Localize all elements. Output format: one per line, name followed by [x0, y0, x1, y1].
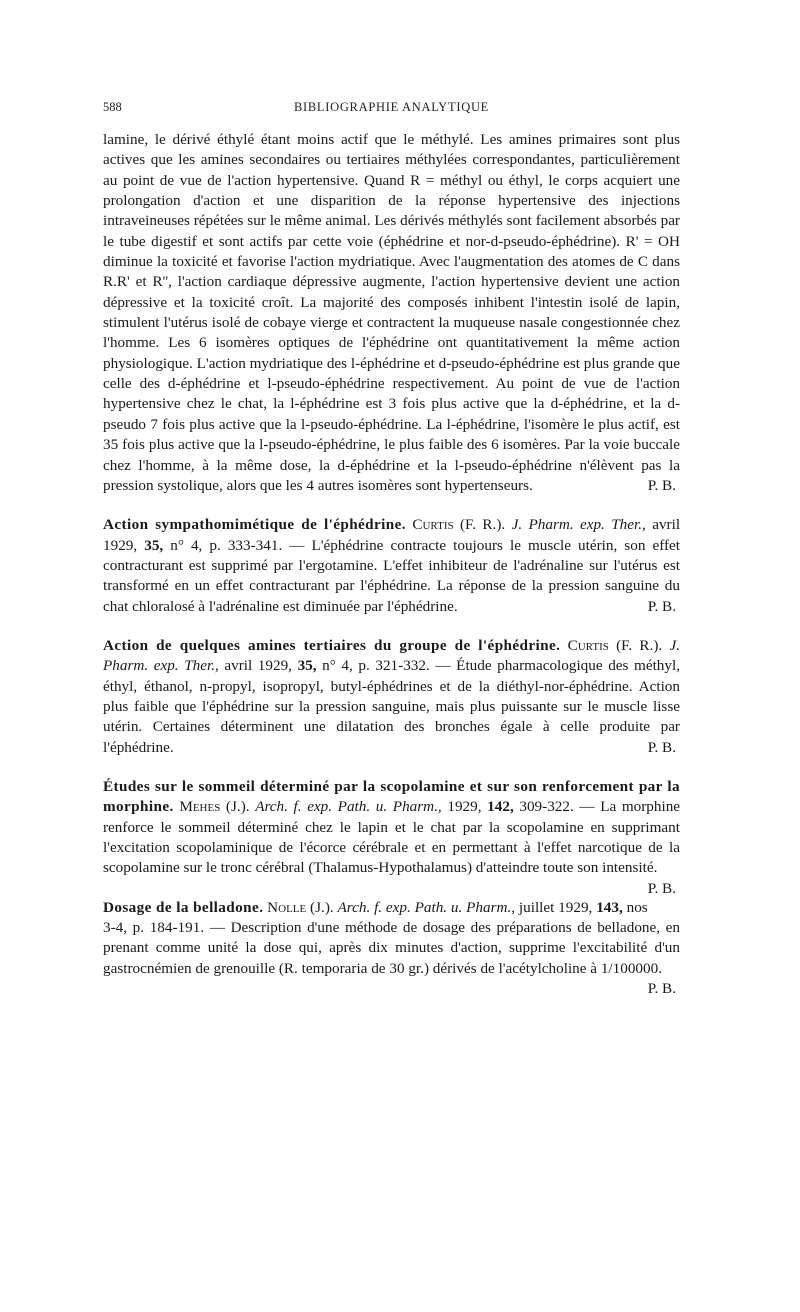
entry-abstract: — Étude pharmacologique des méthyl, éthyl, éthanol, n-propyl, isopropyl, butyl-éphédrines et de la diéthyl-nor-éphédrine. Action plus faible que l'éphédrine sur la pression sanguine, mais plus puissante sur le muscle lisse utérin. Certaines déterminent une dilatation des bronches égale à celle produite par l'éphédrine.	[103, 657, 681, 756]
entry-date: avril 1929,	[224, 657, 292, 675]
bibliography-entry	[103, 515, 680, 617]
entry-abstract: — L'éphédrine contracte toujours le muscle utérin, son effet contracturant est supprimé par l'ergotamine. L'effet inhibiteur de l'adrénaline sur l'utérus est transformé en un effet contracturant par l'éphédrine. La réponse de la pression sanguine du chat chloralosé à l'adrénaline est diminuée par l'éphédrine.	[103, 536, 680, 615]
entry-author: Curtis (F. R.).	[412, 516, 506, 534]
entry-volume: 143,	[596, 898, 623, 916]
entry-volume: 142,	[487, 798, 514, 816]
entry-abstract: — La morphine renforce le sommeil déterminé chez le lapin et le chat par la scopolamine en supprimant l'excitation scopolaminique de l'écorce cérébrale et en permettant à l'effet narcotique de la scopolamine sur le tronc cérébral (Thalamus-Hypothalamus) d'atteindre toute son intensité.	[103, 798, 681, 877]
signature: P. B.	[647, 980, 676, 998]
entry-volume: 35,	[297, 657, 317, 675]
page-header	[103, 100, 680, 120]
signature: P. B.	[647, 597, 676, 615]
entry-journal: J. Pharm. exp. Ther.,	[103, 636, 681, 675]
entry-pages: 309-322.	[519, 798, 574, 816]
entry-abstract: — Description d'une méthode de dosage des préparations de belladone, en prenant comme unité la dose qui, après dix minutes d'action, supprime l'excitabilité d'un gastrocnémien de grenouille (R. temporaria de 30 gr.) dérivés de l'acétylcholine à 1/100000.	[103, 919, 681, 977]
entry-journal: Arch. f. exp. Path. u. Pharm.,	[255, 798, 442, 816]
entry-date: 1929,	[447, 798, 482, 816]
entry-journal: Arch. f. exp. Path. u. Pharm.,	[337, 898, 516, 916]
continuation-paragraph	[103, 130, 680, 496]
entry-title: Études sur le sommeil déterminé par la scopolamine et sur son renforcement par la morphine.	[103, 777, 680, 816]
entry-journal: J. Pharm. exp. Ther.,	[511, 516, 646, 534]
entry-volume: 35,	[144, 536, 164, 554]
entry-author: Curtis (F. R.).	[567, 636, 663, 654]
running-title: BIBLIOGRAPHIE ANALYTIQUE	[293, 100, 490, 114]
entry-pages: nos 3-4, p. 184-191.	[103, 898, 648, 937]
entry-author: Nolle (J.).	[267, 898, 334, 916]
entry-date: avril 1929,	[103, 516, 681, 554]
page-body	[103, 130, 680, 999]
bibliography-entry	[103, 636, 680, 758]
entry-title: Action sympathomimétique de l'éphédrine.	[103, 516, 406, 534]
continuation-text: lamine, le dérivé éthylé étant moins actif que le méthylé. Les amines primaires sont plus actives que les amines secondaires ou tertiaires méthylées correspondantes, particulièrement au point de vue de l'action hypertensive. Quand R = méthyl ou éthyl, le corps acquiert une prolongation d'action et une disparition de la réponse hypertensive des injections intraveineuses répétées sur le même animal. Les dérivés méthylés sont facilement absorbés par le tube digestif et sont actifs par cette voie (éphédrine et nor-d-pseudo-éphédrine). R' = OH diminue la toxicité et favorise l'action mydriatique. Avec l'augmentation des atomes de C dans R.R' et R'', l'action cardiaque dépressive augmente, l'action hypertensive devient une action dépressive et la toxicité croît. La majorité des composés inhibent l'intestin isolé de lapin, stimulent l'utérus isolé de cobaye vierge et contractent la muqueuse nasale congestionnée chez l'homme. Les 6 isomères optiques de l'éphédrine ont quantitativement la même action physiologique. L'action mydriatique des l-éphédrine et d-pseudo-éphédrine est plus grande que celle des d-éphédrine et l-pseudo-éphédrine respectivement. Au point de vue de l'action hypertensive chez le chat, la l-éphédrine est 3 fois plus active que la d-éphédrine, et la d-pseudo 7 fois plus active que la l-pseudo-éphédrine. La l-éphédrine, l'isomère le plus actif, est 35 fois plus active que la l-pseudo-éphédrine, le plus faible des 6 isomères. Par la voie buccale chez l'homme, à la même dose, la d-éphédrine et la l-pseudo-éphédrine n'élèvent pas la pression systolique, alors que les 4 autres isomères sont hypertenseurs.	[103, 131, 680, 494]
signature: P. B.	[647, 879, 676, 897]
page-number: 588	[103, 100, 122, 114]
entry-date: juillet 1929,	[518, 898, 593, 916]
entry-author: Mehes (J.).	[179, 798, 250, 816]
entry-title: Dosage de la belladone.	[103, 898, 264, 916]
entry-pages: n° 4, p. 321-332.	[322, 657, 430, 675]
bibliography-entry	[103, 898, 680, 1000]
bibliography-entry	[103, 777, 681, 897]
entry-title: Action de quelques amines tertiaires du groupe de l'éphédrine.	[103, 636, 561, 654]
entry-pages: n° 4, p. 333-341.	[170, 536, 283, 554]
signature: P. B.	[647, 476, 676, 494]
signature: P. B.	[647, 738, 676, 756]
